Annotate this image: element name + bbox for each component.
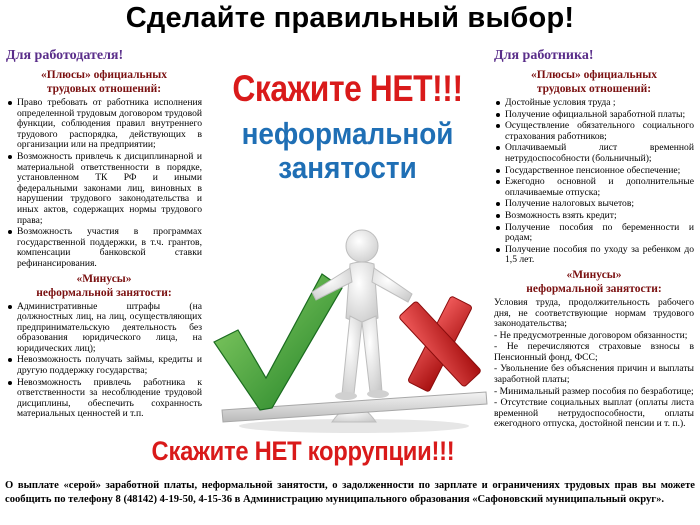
list-item: Государственное пенсионное обеспечение; xyxy=(494,166,694,177)
list-item: Достойные условия труда ; xyxy=(494,98,694,109)
slogan-no-corruption: Скажите НЕТ коррупции!!! xyxy=(151,436,455,466)
person-figure xyxy=(312,230,412,400)
employer-minus-heading-line2: неформальной занятости: xyxy=(36,286,172,299)
list-item: Административные штрафы (на должностных лиц, на лиц, осуществляющих предпринимательскую деятельность без образования юридического лица, на юридических лиц); xyxy=(6,302,202,355)
list-item: - Отсутствие социальных выплат (оплаты листа временной нетрудоспособности, оплаты ежегодного отпуска, достойной пенсии и т. п.). xyxy=(494,397,694,430)
choice-illustration xyxy=(204,222,494,434)
list-item: - Не предусмотренные договором обязанности; xyxy=(494,329,688,341)
list-item: Право требовать от работника исполнения определенной трудовым договором трудовой функции, соблюдения правил внутреннего трудового распорядка, действующих в организации или на предприятии; xyxy=(6,98,202,151)
employer-heading: Для работодателя! xyxy=(6,48,124,63)
list-item: Невозможность привлечь работника к ответственности за несоблюдение трудовой дисциплины, обеспечить сохранность материальных ценностей и т.п. xyxy=(6,378,202,420)
list-item: Условия труда, продолжительность рабочего дня, не соответствующие нормам трудового законодательства; xyxy=(494,296,694,330)
slogan-employment-line: занятости xyxy=(278,150,417,185)
employee-plus-list xyxy=(494,98,694,266)
employer-minus-heading-line1: «Минусы» xyxy=(76,272,132,285)
page-title: Сделайте правильный выбор! xyxy=(125,2,575,34)
slogan-informal-employment xyxy=(219,117,476,185)
employer-minus-heading xyxy=(6,272,202,300)
list-item: Возможность привлечь к дисциплинарной и материальной ответственности в порядке, установленном ТК РФ и иными федеральными законами лиц, виновных в нарушении трудового законодательства и иных актов, содержащих нормы трудового права; xyxy=(6,152,202,226)
list-item: Ежегодно основной и дополнительные оплачиваемые отпуска; xyxy=(494,177,694,198)
list-item: Возможность взять кредит; xyxy=(494,211,694,222)
employer-column xyxy=(6,48,202,421)
employee-plus-heading-line2: трудовых отношений: xyxy=(536,83,652,95)
employer-minus-list xyxy=(6,302,202,421)
list-item: - Минимальный размер пособия по безработице; xyxy=(494,385,694,397)
employee-minus-heading xyxy=(494,268,694,296)
employer-plus-heading-line2: трудовых отношений: xyxy=(46,83,162,95)
list-item: Невозможность получать займы, кредиты и другую поддержку государства; xyxy=(6,355,202,376)
list-item: Получение официальной заработной платы; xyxy=(494,110,694,121)
list-item: Получение пособия по уходу за ребенком до 1,5 лет. xyxy=(494,245,694,266)
employee-minus-list xyxy=(494,298,694,430)
list-item: Осуществление обязательного социального страхования работников; xyxy=(494,121,694,142)
employee-plus-heading-line1: «Плюсы» официальных xyxy=(531,69,657,81)
cross-icon xyxy=(397,293,484,395)
employee-minus-heading-line2: неформальной занятости: xyxy=(526,282,662,295)
employer-plus-heading xyxy=(6,68,202,96)
list-item: Получение пособия по беременности и родам; xyxy=(494,223,694,244)
footer-contact-notice: О выплате «серой» заработной платы, неформальной занятости, о задолженности по зарплате и ограничениях трудовых прав вы можете сообщить по телефону 8 (48142) 4-19-50, 4-15-36 в Администрацию муниципального образования «Сафоновский муниципальный округ». xyxy=(5,480,695,505)
employee-column xyxy=(494,48,694,431)
slogan-say-no: Скажите НЕТ!!! xyxy=(232,68,463,109)
list-item: - Не перечисляются страховые взносы в Пенсионный фонд, ФСС; xyxy=(494,341,694,363)
list-item: - Увольнение без объяснения причин и выплаты заработной платы; xyxy=(494,363,694,386)
list-item: Возможность участия в программах государственной поддержки, в т.ч. грантов, компенсации банковской ставки рефинансирования. xyxy=(6,227,202,269)
list-item: Получение налоговых вычетов; xyxy=(494,199,694,210)
employee-heading: Для работника! xyxy=(494,48,594,63)
employee-minus-heading-line1: «Минусы» xyxy=(566,268,622,281)
employer-plus-list xyxy=(6,98,202,270)
employee-plus-heading xyxy=(494,68,694,96)
list-item: Оплачиваемый лист временной нетрудоспособности (больничный); xyxy=(494,143,694,164)
employer-plus-heading-line1: «Плюсы» официальных xyxy=(41,69,167,81)
slogan-informal-line: неформальной xyxy=(241,116,454,151)
